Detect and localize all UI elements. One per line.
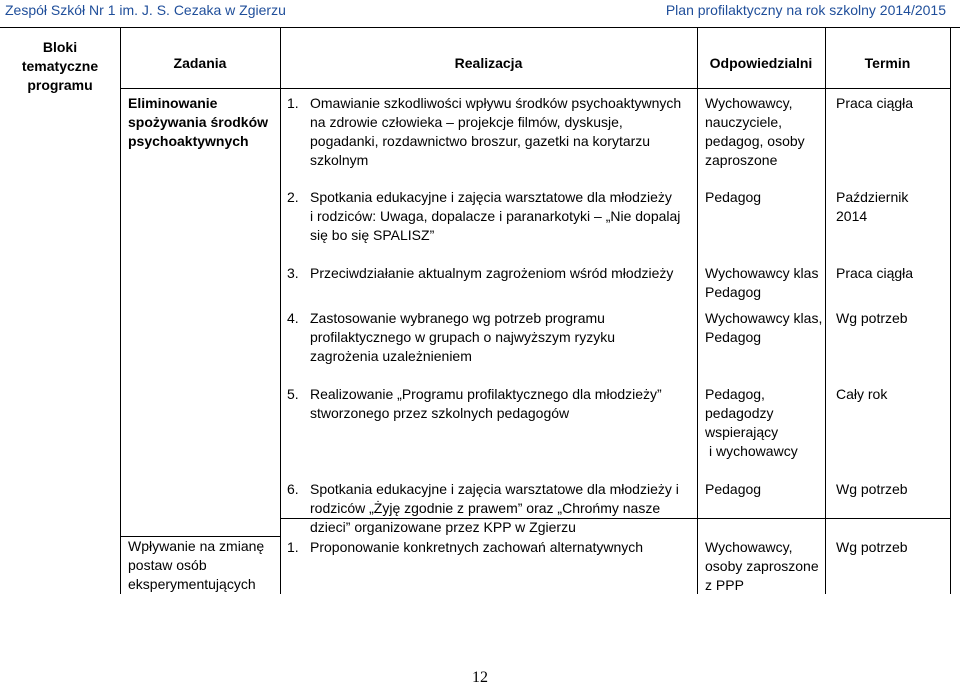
- task-row-2: 2. Spotkania edukacyjne i zajęcia warsztatowe dla młodzieży i rodziców: Uwaga, dopalacze i paranarkotyki – „Nie dopalaj się bo się SPALISZ”: [287, 189, 681, 243]
- responsible-row-6: Pedagog: [705, 481, 762, 497]
- block-eliminowanie: Eliminowanie spożywania środków psychoaktywnych: [128, 95, 269, 149]
- term-row-5: Cały rok: [836, 386, 888, 402]
- document-title: Plan profilaktyczny na rok szkolny 2014/2015: [665, 2, 946, 18]
- header-termin: Termin: [864, 55, 911, 71]
- responsible-row-3: Wychowawcy klas Pedagog: [705, 265, 819, 300]
- task-row-6: 6. Spotkania edukacyjne i zajęcia warsztatowe dla młodzieży i rodziców „Żyję zgodnie z prawem” oraz „Chrońmy nasze dzieci” organizowane przez KPP w Zgierzu: [287, 481, 679, 535]
- school-name: Zespół Szkół Nr 1 im. J. S. Cezaka w Zgierzu: [5, 2, 286, 18]
- term-row-4: Wg potrzeb: [836, 310, 908, 326]
- task-row-1: 1. Omawianie szkodliwości wpływu środków psychoaktywnych na zdrowie człowieka – projekcje filmów, dyskusje, pogadanki, rozdawnictwo broszur, gazetki na korytarzu szkolnym: [287, 95, 682, 168]
- term-row-7: Wg potrzeb: [836, 539, 908, 555]
- task-row-5: 5. Realizowanie „Programu profilaktycznego dla młodzieży” stworzonego przez szkolnych pedagogów: [287, 386, 662, 421]
- page-header: [0, 0, 960, 28]
- header-bloki: Bloki tematyczne programu: [21, 39, 99, 93]
- header-realizacja: Realizacja: [454, 55, 523, 71]
- responsible-row-1: Wychowawcy, nauczyciele, pedagog, osoby zaproszone: [705, 95, 805, 168]
- responsible-row-7: Wychowawcy, osoby zaproszone z PPP: [705, 539, 819, 593]
- task-row-3: 3. Przeciwdziałanie aktualnym zagrożeniom wśród młodzieży: [287, 265, 674, 281]
- task-row-4: 4. Zastosowanie wybranego wg potrzeb programu profilaktycznego w grupach o najwyższym ryzyku zagrożenia uzależnieniem: [287, 310, 616, 364]
- page-number: 12: [472, 669, 488, 686]
- term-row-6: Wg potrzeb: [836, 481, 908, 497]
- task-row-7: 1. Proponowanie konkretnych zachowań alternatywnych: [287, 539, 644, 555]
- term-row-1: Praca ciągła: [836, 95, 914, 111]
- header-odpowiedzialni: Odpowiedzialni: [709, 55, 813, 71]
- plan-table: [0, 28, 960, 594]
- block-wplywanie: Wpływanie na zmianę postaw osób eksperymentujących: [128, 538, 265, 592]
- term-row-3: Praca ciągła: [836, 265, 914, 281]
- responsible-row-4: Wychowawcy klas, Pedagog: [705, 310, 823, 345]
- responsible-row-2: Pedagog: [705, 189, 762, 205]
- term-row-2: Październik 2014: [836, 189, 909, 224]
- responsible-row-5: Pedagog, pedagodzy wspierający i wychowawcy: [705, 386, 798, 459]
- header-zadania: Zadania: [173, 55, 227, 71]
